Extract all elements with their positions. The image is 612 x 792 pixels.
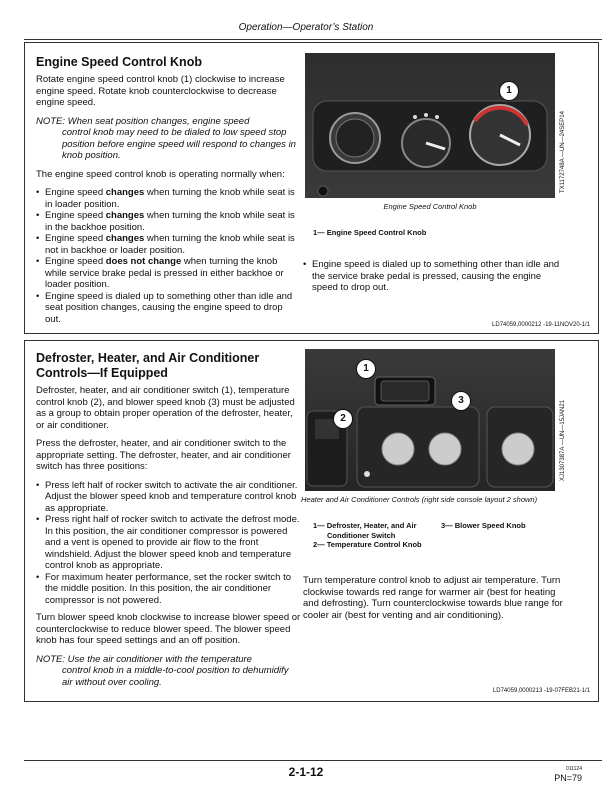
engine-speed-section	[24, 42, 599, 334]
section1-intro: Rotate engine speed control knob (1) clockwise to increase engine speed. Rotate knob counterclockwise to decrease engine speed.	[36, 74, 285, 108]
list-item: • Engine speed changes when turning the knob while seat is not in backhoe or loader position.	[36, 233, 301, 256]
section1-lead: The engine speed control knob is operating normally when:	[36, 168, 285, 180]
list-item: • Engine speed is dialed up to something other than idle and seat position changes, causing the engine speed to drop out.	[36, 291, 301, 326]
callout-3: 3	[451, 391, 471, 411]
figure-caption: Engine Speed Control Knob	[383, 202, 477, 211]
figure-legend: 1— Engine Speed Control Knob	[313, 228, 427, 237]
footer-code: 011124	[566, 766, 582, 772]
section2-bullets	[36, 480, 301, 607]
list-item: • Engine speed is dialed up to something other than idle and the service brake pedal is pressed, causing the engine speed to drop out.	[303, 259, 568, 294]
list-item: • Engine speed changes when turning the knob while seat is in loader position.	[36, 187, 301, 210]
hvac-controls-photo	[305, 349, 555, 491]
header-rule	[24, 39, 602, 40]
list-item: • For maximum heater performance, set the rocker switch to the middle position. In this position, the air conditioner compressor is not powered.	[36, 572, 301, 607]
footer-rule	[24, 760, 602, 761]
callout-1: 1	[356, 359, 376, 379]
figure-code: TX1172748A —UN—24SEP14	[560, 111, 566, 193]
callout-1: 1	[499, 81, 519, 101]
section1-title: Engine Speed Control Knob	[36, 55, 202, 69]
page-number: 2-1-12	[288, 765, 324, 779]
reference-code: LD74059,0000213 -19-07FEB21-1/1	[492, 688, 590, 694]
section1-right-bullets	[303, 259, 568, 294]
section2-p2: Press the defroster, heater, and air conditioner switch to the appropriate setting. The defroster, heater, and air conditioner switch has three positions:	[36, 438, 291, 472]
engine-speed-knob-photo	[305, 53, 555, 198]
running-header: Operation—Operator’s Station	[238, 22, 374, 33]
section2-p1: Defroster, heater, and air conditioner switch (1), temperature control knob (2), and blower speed knob (3) must be adjusted as a group to obtain proper operation of the defroster, heater, or air conditioner.	[36, 385, 295, 431]
section1-note: NOTE: When seat position changes, engine speed control knob may need to be dialed to low speed stop position before engine speed will respond to changes in knob position.	[36, 115, 296, 161]
list-item: • Press right half of rocker switch to activate the defrost mode. In this position, the air conditioner compressor is powered and a vent is opened to provide air flow to the front windshield. Adjust the blower speed knob and temperature control knob as appropriate.	[36, 514, 301, 572]
list-item: • Engine speed changes when turning the knob while seat is in the backhoe position.	[36, 210, 301, 233]
list-item: • Engine speed does not change when turning the knob while service brake pedal is pressed in either backhoe or loader position.	[36, 256, 301, 291]
list-item: • Press left half of rocker switch to activate the air conditioner. Adjust the blower speed knob and temperature control knob as appropriate.	[36, 480, 301, 515]
section2-note: NOTE: Use the air conditioner with the temperature control knob in a middle-to-cool position to dehumidify air without over cooling.	[36, 653, 289, 688]
control-panel-illustration	[305, 53, 555, 198]
figure-caption: Heater and Air Conditioner Controls (right side console layout 2 shown)	[301, 495, 538, 504]
hvac-controls-section: Defroster, Heater, and Air Conditioner Controls—If Equipped Defroster, heater, and air conditioner switch (1), temperature control knob (2), and blower speed knob (3) must be adjusted as a group to obtain proper operation of the defroster, heater, or air conditioner. Press the defroster, heater, and air conditioner switch to the appropriate setting. The defroster, heater, and air conditioner switch has three positions: • Press left half of rocker switch to activate the air conditioner. Adjust the blower speed knob and temperature control knob as appropriate. • Press right half of rocker switch to activate the defrost mode. In this position, the air conditioner compressor is powered and a vent is opened to provide air flow to the front windshield. Adjust the blower speed knob and temperature control knob as appropriate. • For maximum heater performance, set the rocker switch to the middle position. In this position, the air conditioner compressor is not powered. Turn blower speed knob clockwise to increase blower speed or counterclockwise to reduce blower speed. The blower speed knob has four speed settings and an off position. NOTE: Use the air conditioner with the temperature control knob in a middle-to-cool position to dehumidify air without over cooling. 1 2 3 XJ1307387A —UN—15JAN21 Heater and Air Conditioner Controls (right side console layout 2 shown) 1— Defroster, Heater, and Air Conditioner Switch 2— Temperature Control Knob 3— Blower Speed Knob Turn temperature control knob to adjust air temperature. Turn clockwise towards red range for warmer air (best for heating and defrosting). Turn counterclockwise towards blue range for cooler air (best for venting and air conditioning). LD74059,0000213 -19-07FEB21-1/1	[24, 340, 599, 702]
section1-text	[36, 55, 301, 331]
section2-p3: Turn blower speed knob clockwise to increase blower speed or counterclockwise to reduce blower speed. The blower speed knob has four speed settings and an off position.	[36, 612, 301, 646]
section1-bullets	[36, 187, 301, 325]
section2-title: Defroster, Heater, and Air Conditioner Controls—If Equipped	[36, 351, 260, 380]
section2-right-text: Turn temperature control knob to adjust air temperature. Turn clockwise towards red range for warmer air (best for heating and defrosting). Turn counterclockwise towards blue range for cooler air (best for venting and air conditioning).	[303, 575, 563, 621]
figure-code: XJ1307387A —UN—15JAN21	[560, 399, 566, 481]
pn-number: PN=79	[554, 773, 582, 783]
reference-code: LD74059,0000212 -19-11NOV20-1/1	[492, 322, 590, 328]
section2-text	[36, 351, 301, 695]
callout-2: 2	[333, 409, 353, 429]
